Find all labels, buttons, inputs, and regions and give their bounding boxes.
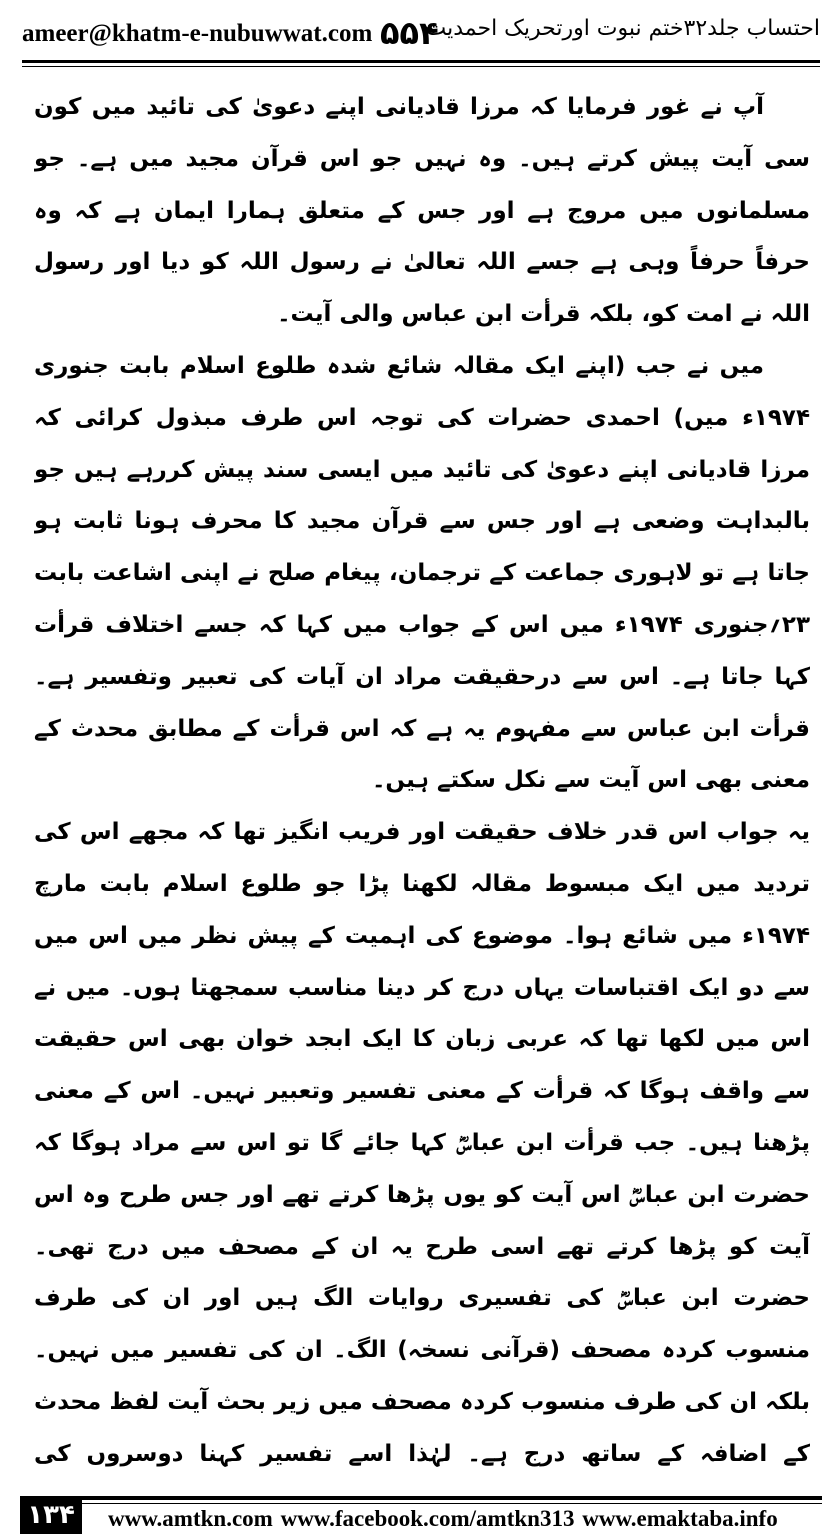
footer-rule-thin — [82, 1503, 822, 1504]
page-footer — [0, 1490, 840, 1540]
paragraph-1: آپ نے غور فرمایا کہ مرزا قادیانی اپنے دعویٰ کی تائید میں کون سی آیت پیش کرتے ہیں۔ وہ نہیں جو اس قرآن مجید میں ہے۔ جو مسلمانوں میں مروج ہے اور جس کے متعلق ہمارا ایمان ہے کہ وہ حرفاً حرفاً وہی ہے جسے اللہ تعالیٰ نے رسول اللہ کو دیا اور رسول اللہ نے امت کو، بلکہ قرأت ابن عباس والی آیت۔ — [34, 94, 810, 328]
paragraph-3: یہ جواب اس قدر خلاف حقیقت اور فریب انگیز تھا کہ مجھے اس کی تردید میں ایک مبسوط مقالہ لکھنا پڑا جو طلوع اسلام بابت مارچ ۱۹۷۴ء میں شائع ہوا۔ موضوع کی اہمیت کے پیش نظر میں اس میں سے دو ایک اقتباسات یہاں درج کر دینا مناسب سمجھتا ہوں۔ میں نے اس میں لکھا تھا کہ عربی زبان کا ایک ابجد خوان بھی اس حقیقت سے واقف ہوگا کہ قرأت کے معنی تفسیر وتعبیر نہیں۔ اس کے معنی پڑھنا ہیں۔ جب قرأت ابن عباسؓ کہا جائے گا تو اس سے مراد ہوگا کہ حضرت ابن عباسؓ اس آیت کو یوں پڑھا کرتے تھے اور جس طرح وہ اس آیت کو پڑھا کرتے تھے اسی طرح یہ ان کے مصحف میں درج تھی۔ حضرت ابن عباسؓ کی تفسیری روایات الگ ہیں اور ان کی طرف منسوب کردہ مصحف (قرآنی نسخہ) الگ۔ ان کی تفسیر میں نہیں۔ بلکہ ان کی طرف منسوب کردہ مصحف میں زیر بحث آیت لفظ محدث کے اضافہ کے ساتھ درج ہے۔ لہٰذا اسے تفسیر کہنا دوسروں کی — [34, 819, 810, 1467]
footer-links: www.amtkn.com www.facebook.com/amtkn313 www.emaktaba.info — [108, 1506, 778, 1531]
header-title: احتساب جلد۳۲ختم نبوت اورتحریک احمدیت — [425, 16, 820, 41]
footer-page-number: ۱۳۴ — [20, 1496, 82, 1534]
paragraph-2: میں نے جب (اپنے ایک مقالہ شائع شدہ طلوع اسلام بابت جنوری ۱۹۷۴ء میں) احمدی حضرات کی توجہ اس طرف مبذول کرائی کہ مرزا قادیانی اپنے دعویٰ کی تائید میں ایسی سند پیش کررہے ہیں جو بالبداہت وضعی ہے اور جس سے قرآن مجید کا محرف ہونا ثابت ہو جاتا ہے تو لاہوری جماعت کے ترجمان، پیغام صلح نے اپنی اشاعت بابت ۲۳؍جنوری ۱۹۷۴ء میں اس کے جواب میں کہا کہ جسے اختلاف قرأت کہا جاتا ہے۔ اس سے درحقیقت مراد ان آیات کی تعبیر وتفسیر ہے۔ قرأت ابن عباس سے مفہوم یہ ہے کہ اس قرأت کے مطابق محدث کے معنی بھی اس آیت سے نکل سکتے ہیں۔ — [34, 352, 810, 794]
header-email: ameer@khatm-e-nubuwwat.com — [22, 20, 373, 47]
header-rule-thin — [22, 66, 820, 67]
page-body — [34, 82, 810, 1482]
footer-rule — [82, 1496, 822, 1500]
header-page-number: ۵۵۴ — [380, 14, 439, 52]
page-header — [0, 0, 840, 70]
header-rule — [22, 60, 820, 63]
